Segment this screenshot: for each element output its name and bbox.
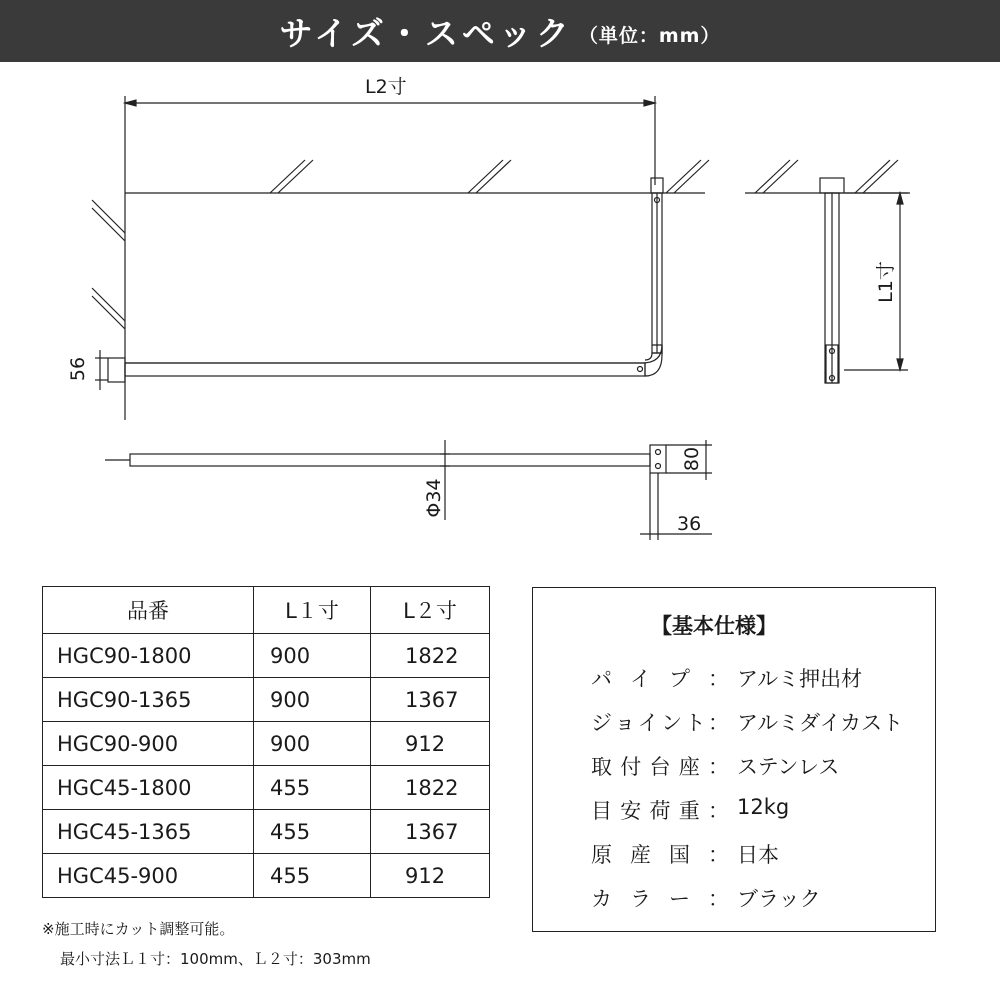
spec-row [591, 707, 903, 737]
front-horizontal-bar [125, 363, 645, 376]
l1-dimension-label: L1寸 [875, 261, 897, 303]
cell-code: HGC90-1800 [43, 634, 254, 678]
table-header-row [43, 587, 490, 634]
cell-l2: 912 [371, 722, 490, 766]
ceiling-hatch [270, 160, 709, 193]
table-row [43, 854, 490, 898]
cell-code: HGC45-1365 [43, 810, 254, 854]
cell-l1: 455 [254, 766, 371, 810]
table-row [43, 810, 490, 854]
spec-row [591, 751, 839, 781]
dim-56-label: 56 [67, 356, 89, 382]
table-row [43, 634, 490, 678]
cell-l1: 455 [254, 854, 371, 898]
cell-code: HGC90-1365 [43, 678, 254, 722]
cell-l2: 912 [371, 854, 490, 898]
technical-drawing [0, 62, 1000, 562]
cell-code: HGC90-900 [43, 722, 254, 766]
spec-title: 【基本仕様】 [651, 614, 777, 638]
basic-spec-box [532, 587, 936, 932]
header-code: 品番 [43, 587, 254, 634]
spec-row [591, 795, 789, 825]
spec-row [591, 663, 862, 693]
dim-phi34-label: Φ34 [423, 478, 445, 518]
spec-value: アルミ押出材 [737, 667, 863, 691]
cell-l1: 455 [254, 810, 371, 854]
spec-row [591, 839, 779, 869]
min-size-note: 最小寸法Ｌ１寸：100mm、Ｌ２寸：303mm [60, 950, 371, 968]
cell-l1: 900 [254, 634, 371, 678]
spec-value: アルミダイカスト [737, 711, 904, 735]
wall-hatch [92, 200, 125, 329]
table-row [43, 766, 490, 810]
l2-dimension-label: L2寸 [365, 76, 407, 98]
cut-note: ※施工時にカット調整可能。 [42, 920, 235, 938]
plan-bar [130, 454, 650, 466]
header-l1: L１寸 [254, 587, 371, 634]
header-l2: L２寸 [371, 587, 490, 634]
dim-80-label: 80 [681, 446, 703, 472]
table-row [43, 722, 490, 766]
dim-36-label: 36 [677, 513, 702, 535]
cell-code: HGC45-1800 [43, 766, 254, 810]
spec-key: 目 安 荷 重 ： [591, 799, 729, 823]
spec-key: 原 産 国 ： [591, 843, 729, 867]
spec-key: カ ラ ー ： [591, 887, 729, 911]
table-row [43, 678, 490, 722]
spec-value: ステンレス [737, 755, 840, 779]
spec-value: ブラック [737, 887, 821, 911]
page-title: サイズ・スペック [279, 13, 573, 53]
cell-code: HGC45-900 [43, 854, 254, 898]
spec-key: パ イ プ ： [591, 667, 729, 691]
cell-l2: 1367 [371, 678, 490, 722]
cell-l1: 900 [254, 678, 371, 722]
header-bar [0, 0, 1000, 62]
spec-value: 12kg [737, 795, 790, 819]
spec-value: 日本 [737, 843, 779, 867]
spec-key: 取 付 台 座 ： [591, 755, 729, 779]
unit-label: （単位：mm） [578, 24, 721, 47]
cell-l2: 1822 [371, 634, 490, 678]
cell-l2: 1822 [371, 766, 490, 810]
spec-row [591, 883, 821, 913]
spec-key: ジ ョ イ ン ト ： [591, 711, 729, 735]
cell-l2: 1367 [371, 810, 490, 854]
cell-l1: 900 [254, 722, 371, 766]
model-table [42, 586, 490, 898]
